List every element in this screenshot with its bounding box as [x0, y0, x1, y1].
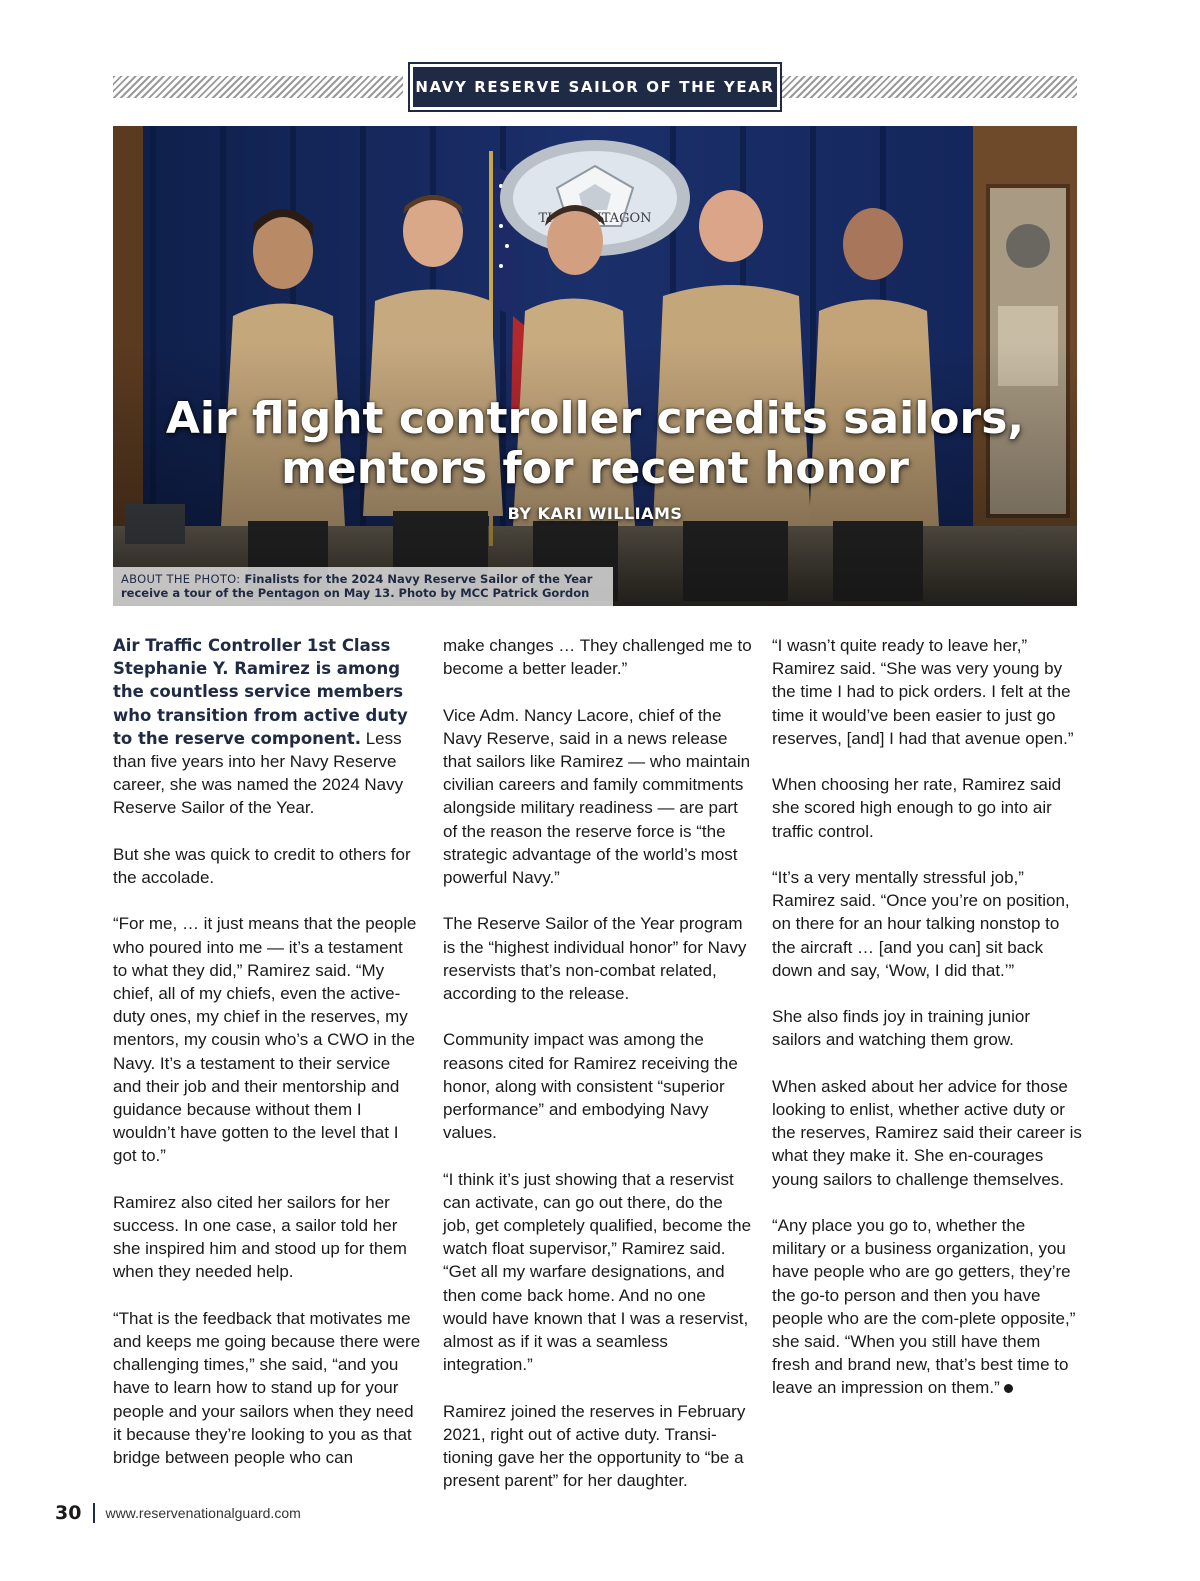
byline: BY KARI WILLIAMS [507, 504, 683, 523]
caption-line-1: Finalists for the 2024 Navy Reserve Sailor of the Year [244, 572, 593, 586]
article-paragraph: make changes … They challenged me to become a better leader.” [443, 636, 752, 679]
article-paragraph: When choosing her rate, Ramirez said she scored high enough to go into air traffic control. [772, 775, 1062, 841]
footer-divider [93, 1503, 95, 1523]
article-column-1 [113, 634, 421, 1492]
article-lead-rest: Less than five years into her Navy Reserve career, she was named the 2024 Navy Reserve Sailor of the Year. [113, 728, 404, 818]
article-paragraph: But she was quick to credit to others for the accolade. [113, 844, 411, 888]
article-paragraph: “It’s a very mentally stressful job,” Ramirez said. “Once you’re on position, on there for an hour talking nonstop to the aircraft … [and you can] sit back down and say, ‘Wow, I did that.’” [772, 868, 1070, 980]
headline-line-2: mentors for recent honor [281, 443, 909, 494]
article-paragraph: “I think it’s just showing that a reservist can activate, can go out there, do the job, get completely qualified, become the watch float supervisor,” Ramirez said. “Get all my warfare designations, and then come back home. And no one would have known that I was a reservist, almost as if it was a seamless integration.” [443, 1169, 752, 1375]
footer-url: www.reservenationalguard.com [105, 1505, 301, 1521]
article-paragraph [113, 634, 421, 820]
article-paragraph: “For me, … it just means that the people who poured into me — it’s a testament to what they did,” Ramirez said. “My chief, all of my chiefs, even the active-duty ones, my chief in the reserves, my mentors, my cousin who’s a CWO in the Navy. It’s a testament to their service and their job and their mentorship and guidance because without them I wouldn’t have gotten to the level that I got to.” [113, 914, 417, 1166]
article-paragraph: “That is the feedback that motivates me and keeps me going because there were challenging times,” she said, “and you have to learn how to stand up for your people and your sailors when they need it because they’re looking to you as that bridge between people who can [113, 1308, 421, 1468]
caption-lead: ABOUT THE PHOTO: [121, 572, 241, 586]
article-paragraph: “I wasn’t quite ready to leave her,” Ramirez said. “She was very young by the time I had to pick orders. I felt at the time it would’ve been easier to just go reserves, [and] I had that avenue open.” [772, 636, 1074, 748]
article-paragraph: Ramirez also cited her sailors for her success. In one case, a sailor told her she inspired him and stood up for them when they needed help. [113, 1192, 407, 1282]
hatch-decoration-right [782, 76, 1077, 98]
hero-photo [113, 126, 1077, 606]
section-header [113, 62, 1077, 114]
article-column-3 [772, 634, 1082, 1423]
article-paragraph: The Reserve Sailor of the Year program is the “highest individual honor” for Navy reservists that’s non-combat related, according to the release. [443, 914, 747, 1004]
article-column-2 [443, 634, 753, 1516]
article-closing-text: “Any place you go to, whether the military or a business organization, you have people who are go getters, they’re the go-to person and then you have people who are the com-plete opposite,” she said. “When you still have them fresh and brand new, that’s best time to leave an impression on them.” [772, 1216, 1076, 1398]
end-of-article-bullet-icon [1004, 1384, 1013, 1393]
page-number: 30 [55, 1502, 82, 1524]
article-paragraph: Vice Adm. Nancy Lacore, chief of the Navy Reserve, said in a news release that sailors like Ramirez — who maintain civilian careers and family commitments alongside military readiness — are part of the reason the reserve force is “the strategic advantage of the world’s most powerful Navy.” [443, 705, 751, 888]
hatch-decoration-left [113, 76, 403, 98]
article-paragraph: Community impact was among the reasons cited for Ramirez receiving the honor, along with consistent “superior performance” and embodying Navy values. [443, 1030, 738, 1143]
article-paragraph: When asked about her advice for those looking to enlist, whether active duty or the reserves, Ramirez said their career is what they make it. She en-courages young sailors to challenge themselves. [772, 1076, 1082, 1189]
photo-caption [113, 567, 613, 606]
headline-line-1: Air flight controller credits sailors, [165, 393, 1025, 444]
article-paragraph: She also finds joy in training junior sailors and watching them grow. [772, 1007, 1030, 1050]
article-lead: Air Traffic Controller 1st Class Stephanie Y. Ramirez is among the countless service members who transition from active duty to the reserve component. [113, 636, 408, 748]
article-paragraph [772, 1214, 1082, 1400]
hero-photo-illustration [113, 126, 1077, 606]
section-label: NAVY RESERVE SAILOR OF THE YEAR [413, 67, 777, 107]
section-label-box [408, 62, 782, 112]
article-headline [113, 394, 1077, 494]
page-footer [55, 1500, 301, 1526]
article-paragraph: Ramirez joined the reserves in February 2021, right out of active duty. Transi-tioning gave her the opportunity to “be a present parent” for her daughter. [443, 1401, 746, 1491]
caption-line-2: receive a tour of the Pentagon on May 13. Photo by MCC Patrick Gordon [121, 586, 590, 600]
